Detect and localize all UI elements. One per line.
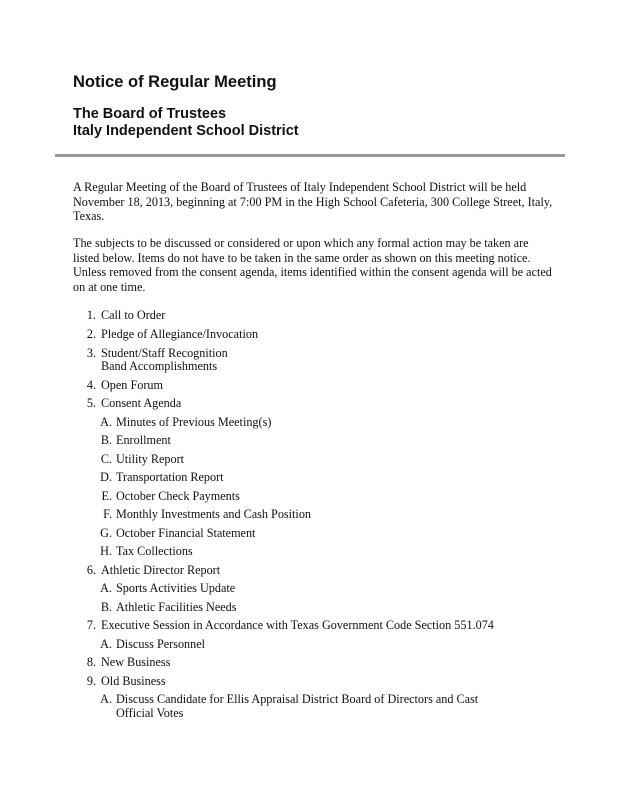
subitem-letter: B. [100, 600, 112, 614]
district-name: Italy Independent School District [73, 123, 299, 139]
subitem-label: Athletic Facilities Needs [116, 600, 237, 614]
subitem-letter: F. [103, 507, 112, 521]
subitem-label: October Financial Statement [116, 526, 256, 540]
item-number: 9. [86, 674, 96, 688]
item-label: Student/Staff Recognition [101, 346, 228, 360]
subitem-letter: D. [100, 470, 112, 484]
subitem-label: Minutes of Previous Meeting(s) [116, 415, 272, 429]
subitem-letter: A. [100, 581, 112, 595]
item-label: New Business [101, 655, 171, 669]
item-number: 7. [86, 618, 96, 632]
subitem-letter: H. [100, 544, 112, 558]
subitem-letter: A. [100, 692, 112, 706]
item-number: 3. [86, 346, 96, 360]
board-name: The Board of Trustees [73, 106, 227, 122]
subitem-letter: G. [100, 526, 112, 540]
item-number: 1. [86, 308, 96, 322]
subitem-label: Tax Collections [116, 544, 193, 558]
subitem-label: October Check Payments [116, 489, 240, 503]
subitem-label: Utility Report [116, 452, 185, 466]
subitem-detail: Official Votes [116, 706, 184, 720]
item-label: Pledge of Allegiance/Invocation [101, 327, 259, 341]
subitem-letter: B. [100, 433, 112, 447]
subitem-label: Transportation Report [116, 470, 224, 484]
item-label: Athletic Director Report [101, 563, 221, 577]
item-label: Open Forum [101, 378, 163, 392]
subitem-letter: E. [101, 489, 112, 503]
item-label: Old Business [101, 674, 166, 688]
subitem-label: Sports Activities Update [116, 581, 236, 595]
item-number: 4. [86, 378, 96, 392]
item-label: Executive Session in Accordance with Texas Government Code Section 551.074 [101, 618, 494, 632]
item-label: Consent Agenda [101, 396, 182, 410]
header-divider [55, 154, 565, 157]
intro-paragraph: A Regular Meeting of the Board of Trustees of Italy Independent School District will be held November 18, 2013, beginning at 7:00 PM in the High School Cafeteria, 300 College Street, Italy, Texas. [73, 180, 553, 223]
item-label: Call to Order [101, 308, 166, 322]
subitem-label: Monthly Investments and Cash Position [116, 507, 311, 521]
notice-title: Notice of Regular Meeting [73, 73, 277, 91]
subitem-letter: A. [100, 637, 112, 651]
item-number: 2. [86, 327, 96, 341]
item-detail: Band Accomplishments [101, 359, 218, 373]
item-number: 6. [86, 563, 96, 577]
item-number: 8. [86, 655, 96, 669]
subjects-paragraph: The subjects to be discussed or considered or upon which any formal action may be taken are listed below. Items do not have to be taken in the same order as shown on this meeting notice. Unless removed from the consent agenda, items identified within the consent agenda will be acted on at one time. [73, 236, 552, 294]
subitem-letter: A. [100, 415, 112, 429]
subitem-label: Discuss Personnel [116, 637, 206, 651]
subitem-label: Discuss Candidate for Ellis Appraisal District Board of Directors and Cast [116, 692, 479, 706]
board-heading [73, 106, 299, 140]
subitem-label: Enrollment [116, 433, 171, 447]
item-number: 5. [86, 396, 96, 410]
subitem-letter: C. [100, 452, 112, 466]
